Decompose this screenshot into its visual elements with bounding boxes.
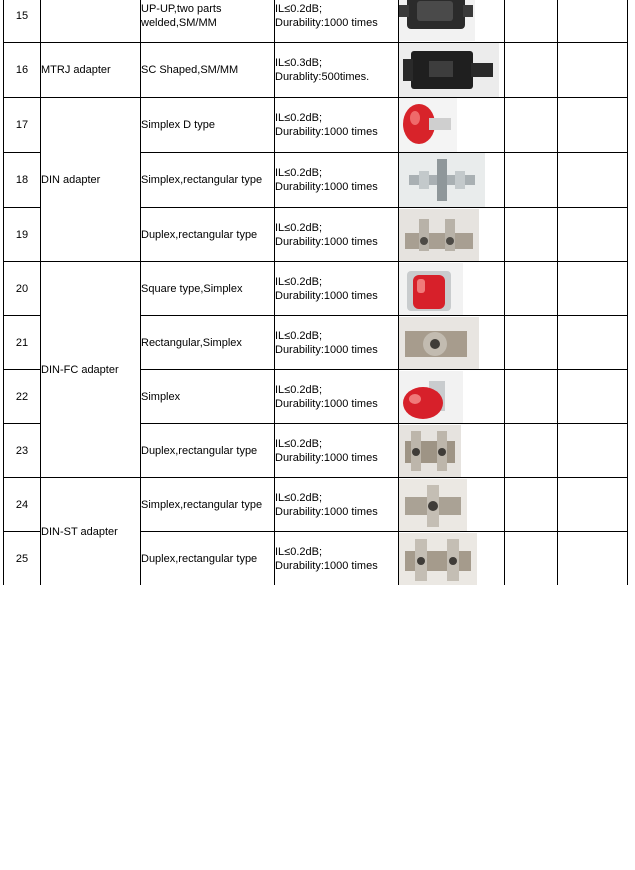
product-description: Simplex D type xyxy=(141,98,275,153)
product-description: Square type,Simplex xyxy=(141,262,275,316)
metal-st-duplex-photo xyxy=(399,533,477,585)
empty-cell xyxy=(505,98,558,153)
empty-cell xyxy=(558,262,628,316)
empty-cell xyxy=(505,43,558,98)
empty-cell xyxy=(505,316,558,370)
red-cap-d-adapter-photo xyxy=(399,98,457,152)
product-spec xyxy=(275,98,399,153)
spec-durability: Durability:1000 times xyxy=(275,235,378,248)
empty-cell xyxy=(505,208,558,262)
product-description: SC Shaped,SM/MM xyxy=(141,43,275,98)
product-photo-cell xyxy=(399,262,505,316)
product-spec xyxy=(275,424,399,478)
spec-durability: Durability:1000 times xyxy=(275,559,378,572)
spec-loss: IL≤0.2dB; xyxy=(275,383,323,396)
black-mtrj-adapter-photo xyxy=(399,43,499,97)
empty-cell xyxy=(558,208,628,262)
product-photo-cell xyxy=(399,98,505,153)
product-name: DIN-FC adapter xyxy=(41,262,141,478)
product-spec xyxy=(275,262,399,316)
row-number: 18 xyxy=(4,153,41,208)
empty-cell xyxy=(505,478,558,532)
spec-loss: IL≤0.2dB; xyxy=(275,275,323,288)
empty-cell xyxy=(558,424,628,478)
row-number: 17 xyxy=(4,98,41,153)
empty-cell xyxy=(558,370,628,424)
spec-durability: Durability:1000 times xyxy=(275,126,378,138)
spec-loss: IL≤0.2dB; xyxy=(275,112,323,124)
metal-din-duplex-photo xyxy=(399,209,479,261)
product-photo-cell xyxy=(399,532,505,586)
spec-loss: IL≤0.2dB; xyxy=(275,545,323,558)
spec-loss: IL≤0.2dB; xyxy=(275,329,323,342)
row-number: 21 xyxy=(4,316,41,370)
table-row xyxy=(4,262,628,316)
product-description: Simplex,rectangular type xyxy=(141,153,275,208)
product-spec xyxy=(275,208,399,262)
metal-fc-rect-photo xyxy=(399,317,479,369)
table-row xyxy=(4,98,628,153)
product-name: DIN adapter xyxy=(41,98,141,262)
row-number: 19 xyxy=(4,208,41,262)
product-name: DIN-ST adapter xyxy=(41,478,141,586)
row-number: 20 xyxy=(4,262,41,316)
empty-cell xyxy=(558,98,628,153)
product-description: Rectangular,Simplex xyxy=(141,316,275,370)
product-spec xyxy=(275,478,399,532)
row-number: 15 xyxy=(4,0,41,43)
spec-durability: Durability:1000 times xyxy=(275,16,378,29)
spec-loss: IL≤0.2dB; xyxy=(275,167,323,179)
metal-st-simplex-photo xyxy=(399,479,467,531)
empty-cell xyxy=(505,262,558,316)
row-number: 22 xyxy=(4,370,41,424)
product-photo-cell xyxy=(399,153,505,208)
empty-cell xyxy=(558,478,628,532)
product-description: Duplex,rectangular type xyxy=(141,208,275,262)
empty-cell xyxy=(505,532,558,586)
spec-loss: IL≤0.3dB; xyxy=(275,57,323,69)
product-description: Duplex,rectangular type xyxy=(141,424,275,478)
empty-cell xyxy=(505,370,558,424)
empty-cell xyxy=(558,43,628,98)
product-spec xyxy=(275,316,399,370)
empty-cell xyxy=(558,0,628,43)
product-description: UP-UP,two parts welded,SM/MM xyxy=(141,0,275,43)
spec-loss: IL≤0.2dB; xyxy=(275,491,323,504)
spec-loss: IL≤0.2dB; xyxy=(275,437,323,450)
spec-durability: Durability:1000 times xyxy=(275,397,378,410)
table-row xyxy=(4,43,628,98)
red-cap-square-photo xyxy=(399,263,463,315)
spec-loss: IL≤0.2dB; xyxy=(275,2,323,15)
product-spec xyxy=(275,43,399,98)
metal-din-simplex-photo xyxy=(399,153,485,207)
product-photo-cell xyxy=(399,424,505,478)
empty-cell xyxy=(558,316,628,370)
product-name xyxy=(41,0,141,43)
table-row xyxy=(4,478,628,532)
product-spec xyxy=(275,532,399,586)
product-photo-cell xyxy=(399,43,505,98)
empty-cell xyxy=(558,532,628,586)
product-name: MTRJ adapter xyxy=(41,43,141,98)
spec-loss: IL≤0.2dB; xyxy=(275,221,323,234)
product-description: Simplex xyxy=(141,370,275,424)
product-description: Simplex,rectangular type xyxy=(141,478,275,532)
empty-cell xyxy=(558,153,628,208)
product-photo-cell xyxy=(399,208,505,262)
product-description: Duplex,rectangular type xyxy=(141,532,275,586)
red-cap-simplex-photo xyxy=(399,371,463,423)
spec-durability: Durability:1000 times xyxy=(275,343,378,356)
row-number: 23 xyxy=(4,424,41,478)
spec-durability: Durability:1000 times xyxy=(275,289,378,302)
product-photo-cell xyxy=(399,478,505,532)
empty-cell xyxy=(505,153,558,208)
spec-durability: Durablity:500times. xyxy=(275,71,370,83)
spec-durability: Durability:1000 times xyxy=(275,505,378,518)
adapter-spec-table xyxy=(3,0,628,585)
black-duplex-adapter-photo xyxy=(399,0,475,41)
table-row xyxy=(4,0,628,43)
product-photo-cell xyxy=(399,370,505,424)
empty-cell xyxy=(505,0,558,43)
product-photo-cell xyxy=(399,0,505,43)
product-photo-cell xyxy=(399,316,505,370)
product-spec xyxy=(275,153,399,208)
row-number: 16 xyxy=(4,43,41,98)
metal-fc-duplex-photo xyxy=(399,425,461,477)
row-number: 25 xyxy=(4,532,41,586)
product-spec xyxy=(275,370,399,424)
spec-durability: Durability:1000 times xyxy=(275,181,378,193)
product-spec xyxy=(275,0,399,43)
empty-cell xyxy=(505,424,558,478)
spec-durability: Durability:1000 times xyxy=(275,451,378,464)
row-number: 24 xyxy=(4,478,41,532)
